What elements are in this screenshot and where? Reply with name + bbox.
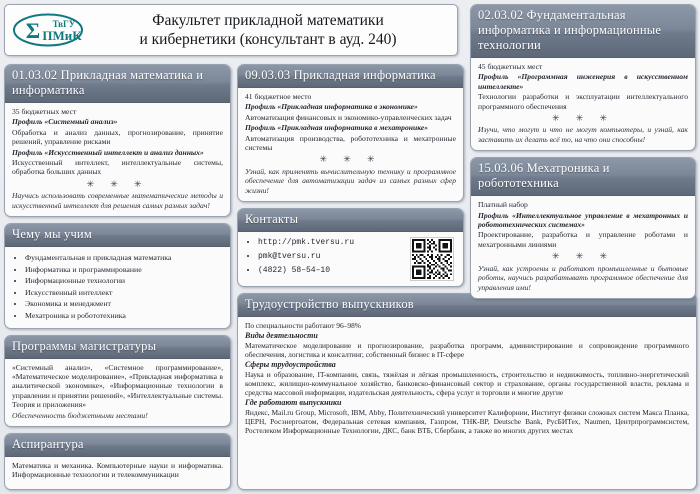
card-program-02-03-02 <box>470 4 696 151</box>
teach-list <box>12 253 223 320</box>
card-title-teach: Чему мы учим <box>5 224 230 247</box>
card-program-09-03-03 <box>237 64 464 202</box>
list-item: • Экономика и менеджмент <box>25 299 223 308</box>
card-title-program-15: 15.03.06 Мехатроника и робототехника <box>471 158 695 196</box>
seats-15: Платный набор <box>478 200 528 210</box>
profile1-title-15: Профиль «Интеллектуальное управление в мехатронных и робототехнических системах» <box>478 210 688 230</box>
faculty-title-line1: Факультет прикладной математики <box>152 12 384 29</box>
contact-website-link[interactable]: • http://pmk.tversu.ru <box>258 238 406 248</box>
profile2-desc-01: Искусственный интеллект, интеллектуальные системы, обработка больших данных <box>12 158 223 177</box>
faculty-logo-icon <box>11 10 85 50</box>
card-title-program-01: 01.03.02 Прикладная математика и информатика <box>5 65 230 103</box>
card-title-phd: Аспирантура <box>5 434 230 457</box>
card-body-program-09 <box>238 88 463 201</box>
svg-text:ПМиК: ПМиК <box>42 28 82 43</box>
card-program-01-03-02 <box>4 64 231 217</box>
right-column-filler <box>470 305 696 490</box>
profile1-title-02: Профиль «Программная инженерия в искусственном интеллекте» <box>478 72 688 91</box>
card-body-masters <box>5 359 230 426</box>
employment-rate: По специальности работают 96–98% <box>245 321 361 331</box>
list-item: • Мехатроника и робототехника <box>25 311 223 320</box>
profile1-title-01: Профиль «Системный анализ» <box>12 117 118 127</box>
employment-spheres-body: Наука и образование, IT-компании, связь, тяжёлая и лёгкая промышленность, строительство и недвижимость, топливно-энергетический комплекс, жилищно-коммунальное хозяйство, банковско-финансовый сектор и страхование, органы государственной власти, реклама и средства массовой информации, издательская деятельность, сфера услуг и торговли и многие другие <box>245 370 689 398</box>
employment-where-heading: Где работают выпускники <box>245 398 342 408</box>
list-item: • Информационные технологии <box>25 276 223 285</box>
profile1-desc-09: Автоматизация финансовых и экономико-управленческих задач <box>245 112 452 122</box>
card-body-teach <box>5 247 230 328</box>
contact-phone: • (4822) 58–54–10 <box>258 266 406 276</box>
note-15: Узнай, как устроены и работают промышленные и бытовые роботы, научись разрабатывать программное обеспечение для управления ими! <box>478 263 688 292</box>
card-masters-programs <box>4 335 231 427</box>
phd-body: Математика и механика. Компьютерные науки и информатика. Информационные технологии и телекоммуникации <box>12 461 223 480</box>
card-title-employment: Трудоустройство выпускников <box>238 294 696 317</box>
stars-divider-09: ✳ ✳ ✳ <box>319 154 382 165</box>
card-what-we-teach <box>4 223 231 329</box>
card-title-program-02: 02.03.02 Фундаментальная информатика и информационные технологии <box>471 5 695 58</box>
card-body-contacts <box>238 232 463 286</box>
faculty-title-card <box>4 4 458 56</box>
card-title-contacts: Контакты <box>238 209 463 232</box>
stars-divider-02: ✳ ✳ ✳ <box>551 113 615 124</box>
profile1-desc-15: Проектирование, разработка и управление роботами и мехатронными линиями <box>478 230 688 249</box>
employment-spheres-heading: Сферы трудоустройства <box>245 360 336 370</box>
stars-divider-15: ✳ ✳ ✳ <box>551 251 615 262</box>
masters-body: «Системный анализ», «Системное программирование», «Математическое моделирование», «Прикладная информатика в аналитической экономике», «Информационные технологии в управлении и принятии решений», «Интеллектуальные системы. Теория и приложения» <box>12 362 223 410</box>
card-program-15-03-06 <box>470 157 696 299</box>
note-09: Узнай, как применять вычислительную технику и программное обеспечение для автоматизации задач из самых разных сфер жизни! <box>245 166 456 195</box>
card-contacts <box>237 208 464 287</box>
profile2-title-09: Профиль «Прикладная информатика в мехатронике» <box>245 123 428 133</box>
poster-grid <box>4 4 696 490</box>
employment-kinds-heading: Виды деятельности <box>245 331 318 341</box>
profile2-title-01: Профиль «Искусственный интеллект и анализ данных» <box>12 147 204 157</box>
profile1-title-09: Профиль «Прикладная информатика в экономике» <box>245 102 418 112</box>
note-02: Изучи, что могут и что не могут компьютеры, и узнай, как заставить их делать всё то, на что они способны! <box>478 125 688 144</box>
qr-code-icon <box>410 237 454 281</box>
employment-kinds-body: Математическое моделирование и прогнозирование, разработка программ, администрирование и сопровождение программного обеспечения, логистика и консалтинг, собственный бизнес в IT-сфере <box>245 341 689 360</box>
card-body-phd <box>5 457 230 486</box>
seats-09: 41 бюджетное место <box>245 92 312 101</box>
svg-text:ТвГУ: ТвГУ <box>52 19 76 29</box>
contacts-list-wrap <box>245 236 406 280</box>
card-title-program-09: 09.03.03 Прикладная информатика <box>238 65 463 88</box>
card-phd <box>4 433 231 490</box>
contacts-row <box>245 236 456 281</box>
contact-email-link[interactable]: • pmk@tversu.ru <box>258 252 406 262</box>
seats-01: 35 бюджетных мест <box>12 107 77 116</box>
contacts-list <box>245 238 406 276</box>
card-body-program-02 <box>471 58 695 150</box>
stars-divider-01: ✳ ✳ ✳ <box>86 178 149 189</box>
profile2-desc-09: Автоматизация производства, робототехника и мехатронные системы <box>245 133 456 153</box>
faculty-title <box>85 11 451 49</box>
seats-02: 45 бюджетных мест <box>478 62 543 71</box>
right-column <box>470 4 696 490</box>
card-body-program-15 <box>471 196 695 298</box>
employment-where-body: Яндекс, Mail.ru Group, Microsoft, IBM, Abby, Политехнический университет Калифорнии, Институт физики сложных систем Макса Планка, ЦЕРН, Росэнергоатом, Федеральная сетевая компания, Газпром, ТНК-ВР, Deutsche Bank, РусБИТех, Naumen, Центрпрограммсистем, Ростелеком Информационные Технологии, ДКС, банк ВТБ, Сбербанк, а также во многих других местах <box>245 408 689 436</box>
note-01: Научись использовать современные математические методы и искусственный интеллект для решения самых разных задач! <box>12 191 223 210</box>
card-body-program-01 <box>5 103 230 216</box>
list-item: • Фундаментальная и прикладная математика <box>25 253 223 262</box>
list-item: • Информатика и программирование <box>25 265 223 274</box>
masters-note: Обеспеченность бюджетными местами! <box>12 410 148 420</box>
card-title-masters: Программы магистратуры <box>5 336 230 359</box>
profile1-desc-01: Обработка и анализ данных, прогнозирование, принятие решений, управление рисками <box>12 127 223 147</box>
faculty-title-line2: и кибернетики (консультант в ауд. 240) <box>139 31 397 48</box>
list-item: • Искусственный интеллект <box>25 288 223 297</box>
profile1-desc-02: Технологии разработки и эксплуатации интеллектуального программного обеспечения <box>478 92 688 111</box>
svg-text:Σ: Σ <box>25 18 41 43</box>
